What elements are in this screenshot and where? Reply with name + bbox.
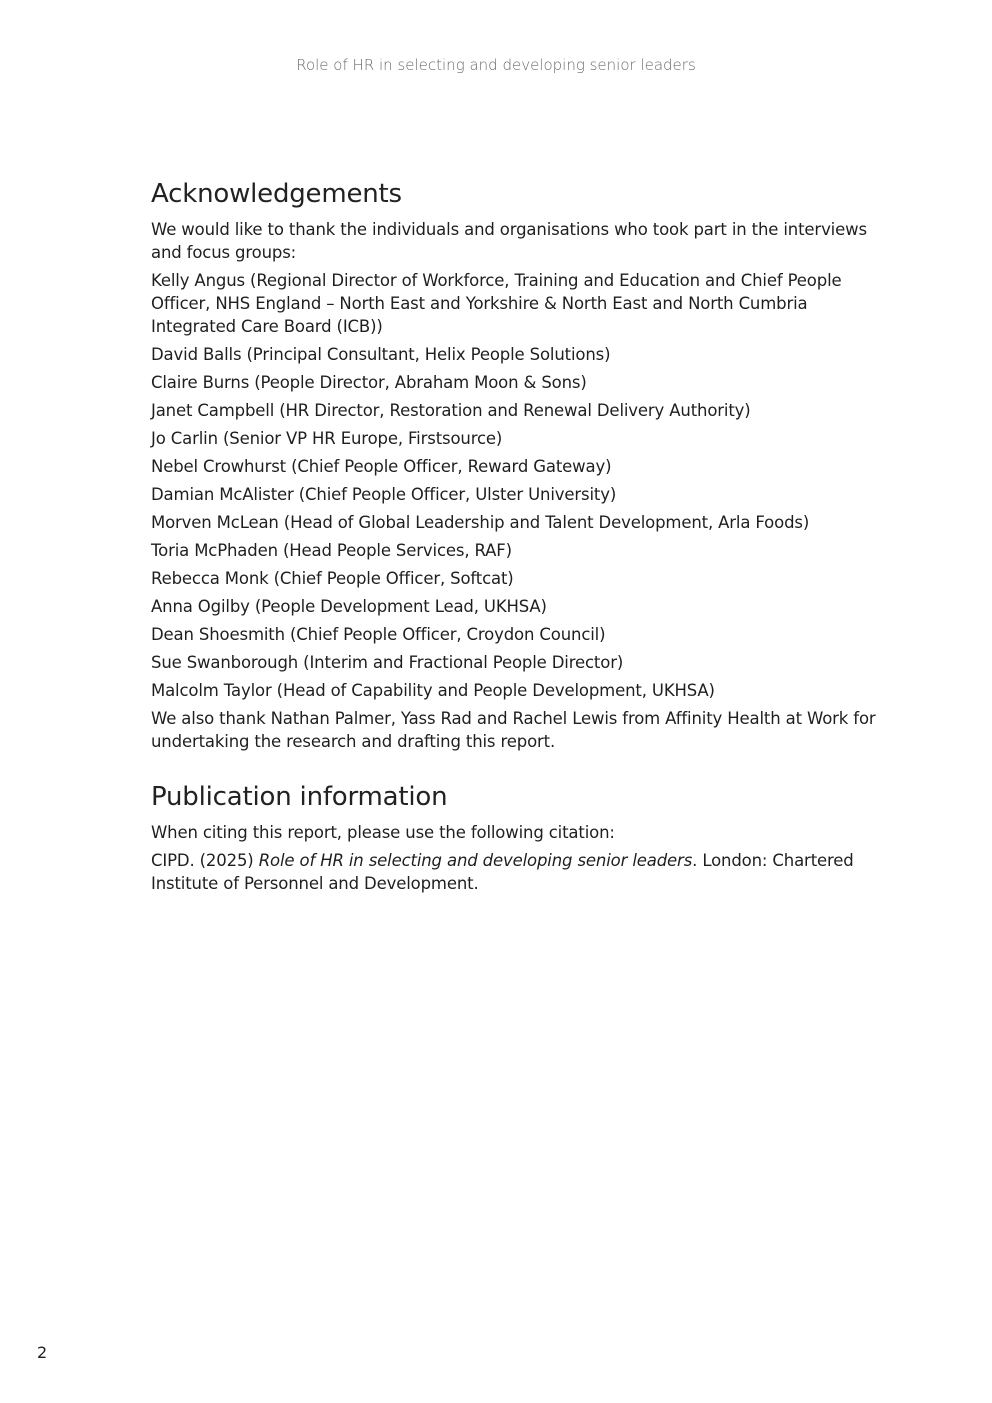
page-content xyxy=(151,178,879,900)
person-entry: Damian McAlister (Chief People Officer, Ulster University) xyxy=(151,485,617,504)
person-entry: Claire Burns (People Director, Abraham Moon & Sons) xyxy=(151,373,587,392)
acknowledgements-closing: We also thank Nathan Palmer, Yass Rad and Rachel Lewis from Affinity Health at Work for undertaking the research and drafting this report. xyxy=(151,709,876,751)
person-entry: Nebel Crowhurst (Chief People Officer, Reward Gateway) xyxy=(151,457,612,476)
person-entry: Jo Carlin (Senior VP HR Europe, Firstsource) xyxy=(151,429,503,448)
person-entry: Morven McLean (Head of Global Leadership and Talent Development, Arla Foods) xyxy=(151,513,810,532)
publication-heading: Publication information xyxy=(151,782,448,812)
running-header: Role of HR in selecting and developing senior leaders xyxy=(296,56,696,74)
person-entry: Kelly Angus (Regional Director of Workforce, Training and Education and Chief People Officer, NHS England – North East and Yorkshire & North East and North Cumbria Integrated Care Board (ICB)) xyxy=(151,271,842,336)
person-entry: Toria McPhaden (Head People Services, RAF) xyxy=(151,541,512,560)
person-entry: Sue Swanborough (Interim and Fractional People Director) xyxy=(151,653,624,672)
citation-suffix: . London: Chartered Institute of Personnel and Development. xyxy=(151,851,854,893)
citation-title: Role of HR in selecting and developing senior leaders xyxy=(258,851,693,870)
acknowledgements-section xyxy=(151,178,879,753)
person-entry: Anna Ogilby (People Development Lead, UKHSA) xyxy=(151,597,547,616)
person-entry: David Balls (Principal Consultant, Helix People Solutions) xyxy=(151,345,611,364)
citation-prefix: CIPD. (2025) xyxy=(151,851,259,870)
page-number: 2 xyxy=(37,1343,48,1362)
person-entry: Malcolm Taylor (Head of Capability and People Development, UKHSA) xyxy=(151,681,715,700)
acknowledgements-heading: Acknowledgements xyxy=(151,179,402,209)
person-entry: Janet Campbell (HR Director, Restoration and Renewal Delivery Authority) xyxy=(151,401,751,420)
person-entry: Dean Shoesmith (Chief People Officer, Croydon Council) xyxy=(151,625,606,644)
citing-note: When citing this report, please use the following citation: xyxy=(151,823,615,842)
person-entry: Rebecca Monk (Chief People Officer, Softcat) xyxy=(151,569,514,588)
acknowledgements-intro: We would like to thank the individuals and organisations who took part in the interviews and focus groups: xyxy=(151,220,867,262)
publication-section xyxy=(151,781,879,895)
citation xyxy=(151,849,879,895)
